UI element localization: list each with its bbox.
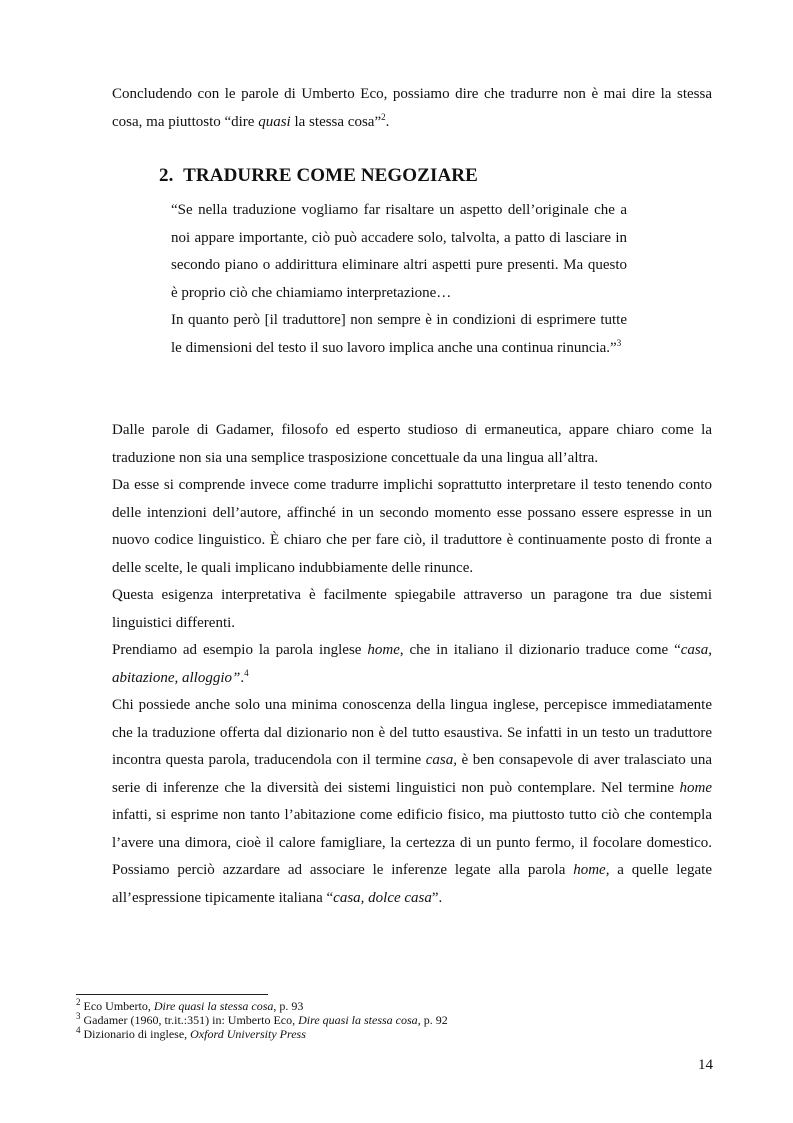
section-title: TRADURRE COME NEGOZIARE — [183, 165, 478, 186]
p5-text-c: infatti, si esprime non tanto l’abitazione come edificio fisico, ma piuttosto tutto ciò che contempla l’avere una dimora, cioè il calore famigliare, la certezza di un punto fermo, il focolare domestico. Possiamo perciò azzardare ad associare le inferenze legate alla parola — [112, 807, 712, 878]
p5-text-e: ”. — [431, 889, 443, 906]
p5-text-a: Chi possiede anche solo una minima conoscenza della lingua inglese, percepisce immediatamente che la traduzione offerta dal dizionario non è del tutto esaustiva. Se infatti in un testo un traduttore incontra questa parola, traducendola con il termine — [112, 697, 712, 768]
footnote-text: Eco Umberto, — [80, 999, 154, 1013]
p5-casa: casa, — [425, 752, 457, 768]
p4-home: home — [367, 642, 400, 658]
footnote-ref[interactable]: 3 — [616, 337, 622, 348]
footnote-title: Dire quasi la stessa cosa — [298, 1013, 418, 1027]
footnotes — [76, 999, 716, 1041]
p4-text-c: , — [708, 642, 712, 658]
footnote-number: 3 — [76, 1011, 81, 1021]
p4-abitazione: abitazione, alloggio” — [112, 669, 241, 686]
body-paragraph-3: Questa esigenza interpretativa è facilmente spiegabile attraverso un paragone tra due sistemi linguistici differenti. — [112, 587, 712, 631]
p4-casa: casa — [680, 642, 709, 658]
footnote-2 — [76, 999, 716, 1013]
p5-home: home — [679, 779, 712, 796]
p5-text-d: , a quelle legate all’espressione tipicamente italiana “ — [112, 862, 712, 906]
quote-paragraph-2-text: In quanto però [il traduttore] non sempre è in condizioni di esprimere tutte le dimensioni del testo il suo lavoro implica anche una continua rinuncia.” — [171, 312, 627, 356]
footnote-ref[interactable]: 2 — [381, 111, 386, 122]
intro-paragraph — [112, 81, 712, 136]
footnote-4 — [76, 1027, 716, 1041]
p4-text-d: . — [240, 669, 245, 686]
body-paragraph-2: Da esse si comprende invece come tradurre implichi soprattutto interpretare il testo tenendo conto delle intenzioni dell’autore, affinché in un secondo momento esse possano essere espresse in un nuovo codice linguistico. È chiaro che per fare ciò, il traduttore è continuamente posto di fronte a delle scelte, le quali implicano indubbiamente delle rinunce. — [112, 477, 712, 576]
footnote-number: 4 — [76, 1025, 81, 1035]
section-heading — [159, 165, 478, 187]
footnote-text: Gadamer (1960, tr.it.:351) in: Umberto Eco, — [80, 1013, 299, 1027]
footnote-ref[interactable]: 4 — [244, 667, 249, 678]
footnote-number: 2 — [76, 997, 81, 1007]
footnote-page: , p. 92 — [417, 1013, 448, 1027]
p4-text-a: Prendiamo ad esempio la parola inglese — [112, 642, 368, 658]
block-quote — [171, 197, 627, 362]
p5-home-2: home — [573, 862, 606, 878]
footnote-3 — [76, 1013, 716, 1027]
footnote-title: Dire quasi la stessa cosa — [153, 999, 274, 1013]
p5-casa-dolce-casa: casa, dolce casa — [333, 889, 432, 906]
intro-italic: quasi — [258, 113, 291, 130]
footnote-text: Dizionario di inglese, — [80, 1027, 191, 1041]
footnote-divider — [76, 994, 268, 995]
intro-text: Concludendo con le parole di Umberto Eco, possiamo dire che tradurre non è mai dire la stessa cosa, ma piuttosto “dire — [112, 86, 712, 130]
body-paragraph-5 — [112, 692, 712, 912]
section-number: 2. — [159, 165, 174, 186]
intro-text-3: . — [385, 113, 390, 130]
footnote-title: Oxford University Press — [190, 1027, 306, 1041]
body-paragraph-4 — [112, 637, 712, 692]
footnote-page: , p. 93 — [273, 999, 304, 1013]
body-paragraph-1: Dalle parole di Gadamer, filosofo ed esperto studioso di ermaneutica, appare chiaro come la traduzione non sia una semplice trasposizione concettuale da una lingua all’altra. — [112, 422, 712, 466]
p5-text-b: è ben consapevole di aver tralasciato una serie di inferenze che la diversità dei sistemi linguistici non può contemplare. Nel termine — [112, 752, 712, 796]
quote-paragraph-1: “Se nella traduzione vogliamo far risaltare un aspetto dell’originale che a noi appare importante, ciò può accadere solo, talvolta, a patto di lasciare in secondo piano o addirittura eliminare altri aspetti pure presenti. Ma questo è proprio ciò che chiamiamo interpretazione… — [171, 202, 627, 301]
quote-paragraph-2 — [171, 307, 627, 362]
page-number: 14 — [698, 1057, 713, 1073]
body-text — [112, 417, 712, 912]
p4-text-b: , che in italiano il dizionario traduce come “ — [399, 642, 681, 658]
intro-text-2: la stessa cosa” — [290, 113, 382, 130]
